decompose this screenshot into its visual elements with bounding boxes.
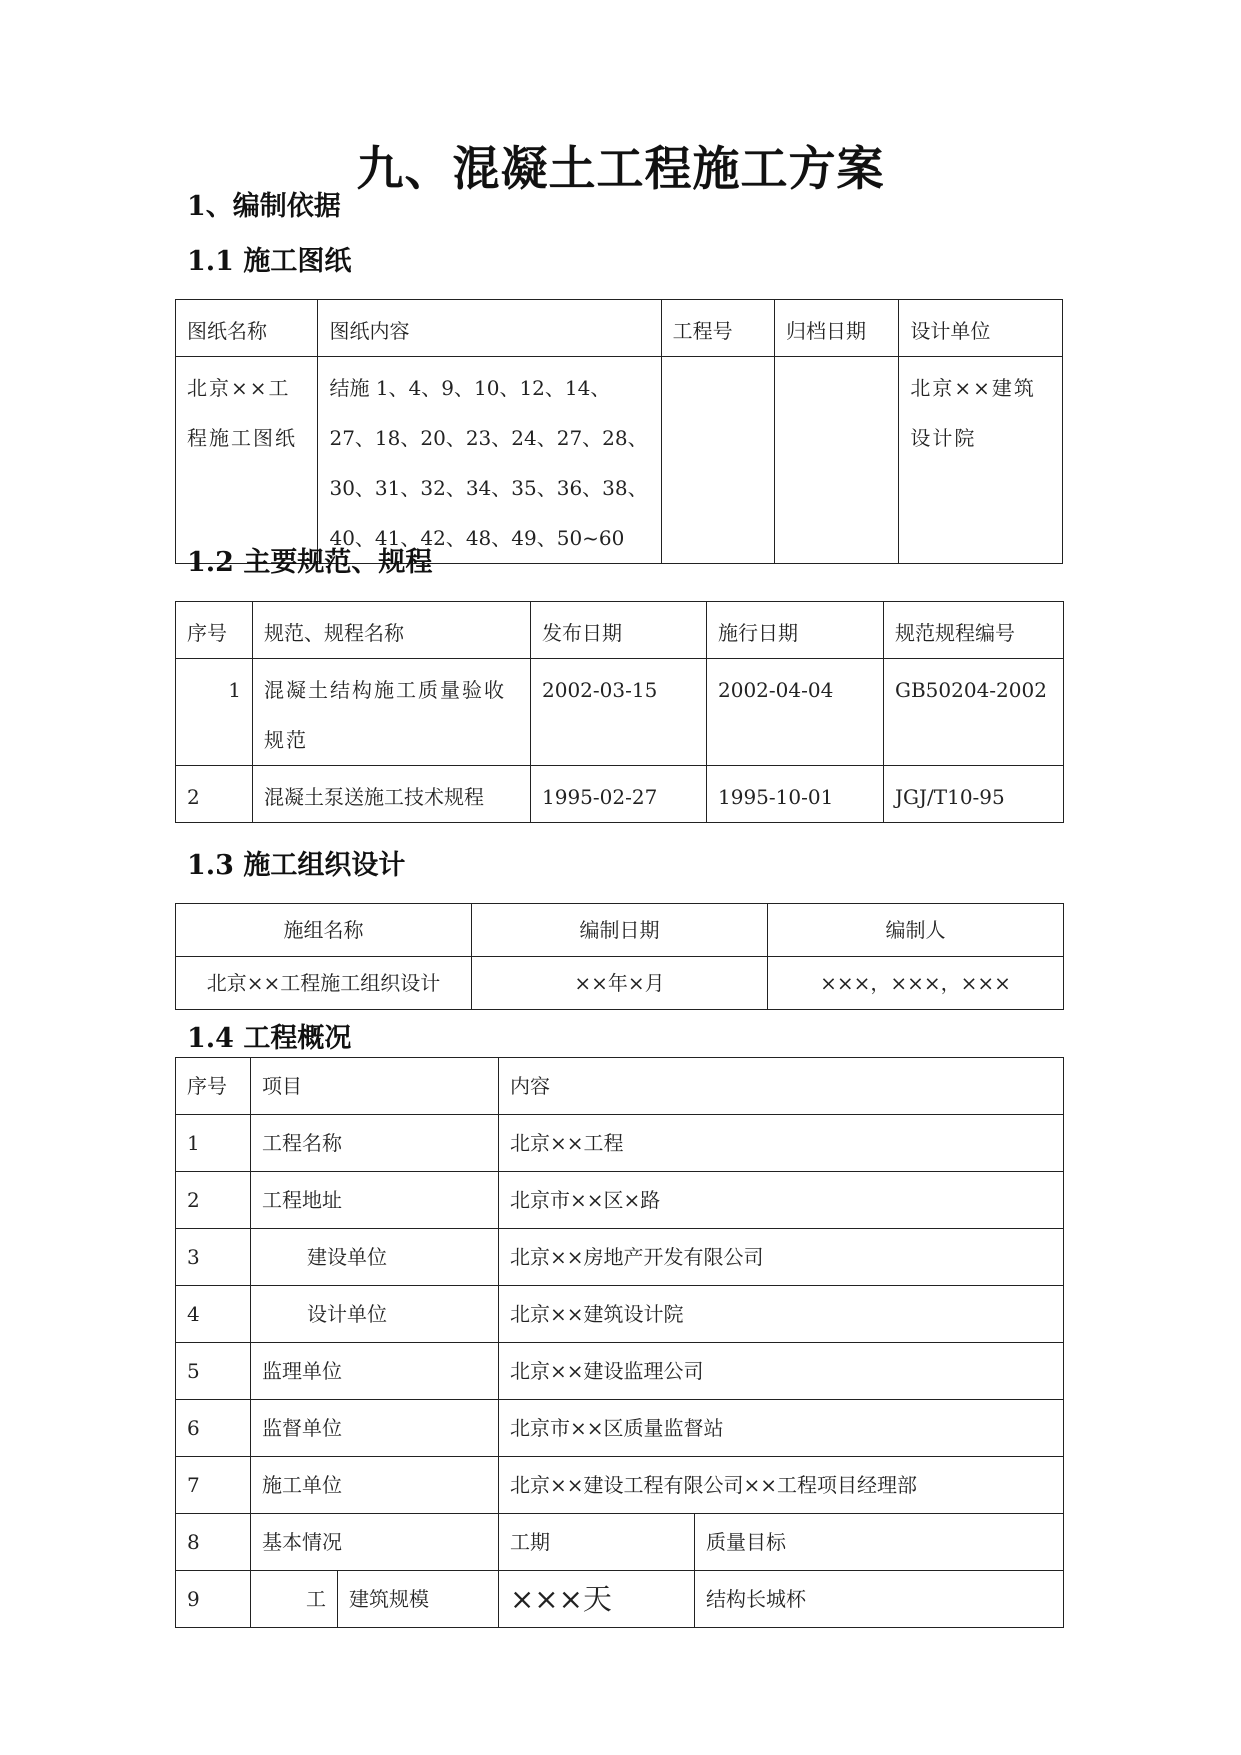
overview-item: 工程名称 — [251, 1115, 499, 1172]
header-cell: 设计单位 — [899, 300, 1063, 357]
standard-code: JGJ/T10-95 — [884, 766, 1064, 823]
heading-drawings: 1.1 施工图纸 — [187, 246, 352, 277]
overview-col4: 结构长城杯 — [695, 1571, 1064, 1628]
heading-standards: 1.2 主要规范、规程 — [187, 547, 433, 578]
row-number: 4 — [176, 1286, 251, 1343]
row-number: 8 — [176, 1514, 251, 1571]
overview-item: 施工单位 — [251, 1457, 499, 1514]
table-header-row — [176, 602, 1064, 659]
row-number: 2 — [176, 1172, 251, 1229]
table-row — [176, 1172, 1064, 1229]
overview-content: 北京××建设监理公司 — [499, 1343, 1064, 1400]
issued-date: 2002-03-15 — [531, 659, 707, 766]
table-row — [176, 1286, 1064, 1343]
table-header-row — [176, 300, 1063, 357]
row-number: 1 — [176, 659, 253, 766]
header-cell: 规范规程编号 — [884, 602, 1064, 659]
drawing-name-cell: 北京××工程施工图纸 — [176, 357, 318, 564]
header-cell: 内容 — [499, 1058, 1064, 1115]
table-header-row — [176, 1058, 1064, 1115]
standards-table — [175, 601, 1064, 823]
overview-item: 设计单位 — [251, 1286, 499, 1343]
overview-content: 北京××房地产开发有限公司 — [499, 1229, 1064, 1286]
standard-name: 混凝土结构施工质量验收规范 — [253, 659, 531, 766]
table-header-row — [176, 904, 1064, 957]
row-number: 7 — [176, 1457, 251, 1514]
archive-date-cell — [775, 357, 899, 564]
overview-content: 北京市××区×路 — [499, 1172, 1064, 1229]
header-cell: 规范、规程名称 — [253, 602, 531, 659]
overview-item: 监理单位 — [251, 1343, 499, 1400]
table-row — [176, 659, 1064, 766]
header-cell: 施行日期 — [707, 602, 884, 659]
overview-item: 建筑规模 — [338, 1571, 499, 1628]
row-number: 3 — [176, 1229, 251, 1286]
heading-org-design: 1.3 施工组织设计 — [187, 850, 406, 881]
table-row — [176, 766, 1064, 823]
header-cell: 施组名称 — [176, 904, 472, 957]
overview-item: 工程地址 — [251, 1172, 499, 1229]
page-title: 九、混凝土工程施工方案 — [356, 142, 885, 197]
table-row — [176, 957, 1064, 1010]
header-cell: 项目 — [251, 1058, 499, 1115]
row-number: 9 — [176, 1571, 251, 1628]
heading-overview: 1.4 工程概况 — [187, 1023, 352, 1054]
project-no-cell — [661, 357, 774, 564]
table-row — [176, 1457, 1064, 1514]
overview-col3: 工期 — [499, 1514, 695, 1571]
effective-date: 1995-10-01 — [707, 766, 884, 823]
section-heading-basis: 1、编制依据 — [187, 191, 341, 222]
table-row — [176, 1115, 1064, 1172]
effective-date: 2002-04-04 — [707, 659, 884, 766]
overview-item: 建设单位 — [251, 1229, 499, 1286]
overview-subcategory: 工 — [251, 1571, 338, 1628]
drawings-table — [175, 299, 1063, 564]
overview-content: 北京××建设工程有限公司××工程项目经理部 — [499, 1457, 1064, 1514]
table-row — [176, 1343, 1064, 1400]
overview-col3: ×××天 — [499, 1571, 695, 1628]
issued-date: 1995-02-27 — [531, 766, 707, 823]
org-design-author: ×××，×××，××× — [768, 957, 1064, 1010]
overview-content: 北京市××区质量监督站 — [499, 1400, 1064, 1457]
standard-name: 混凝土泵送施工技术规程 — [253, 766, 531, 823]
header-cell: 图纸名称 — [176, 300, 318, 357]
table-row — [176, 1514, 1064, 1571]
designer-cell: 北京××建筑设计院 — [899, 357, 1063, 564]
header-cell: 图纸内容 — [318, 300, 661, 357]
header-cell: 序号 — [176, 602, 253, 659]
overview-item: 基本情况 — [251, 1514, 499, 1571]
table-row — [176, 357, 1063, 564]
header-cell: 编制日期 — [472, 904, 768, 957]
row-number: 6 — [176, 1400, 251, 1457]
table-row — [176, 1400, 1064, 1457]
overview-item: 监督单位 — [251, 1400, 499, 1457]
overview-content: 北京××工程 — [499, 1115, 1064, 1172]
overview-table — [175, 1057, 1064, 1628]
table-row — [176, 1229, 1064, 1286]
overview-col4: 质量目标 — [695, 1514, 1064, 1571]
table-row — [176, 1571, 1064, 1628]
standard-code: GB50204-2002 — [884, 659, 1064, 766]
org-design-table — [175, 903, 1064, 1010]
header-cell: 工程号 — [661, 300, 774, 357]
drawing-content-cell: 结施 1、4、9、10、12、14、27、18、20、23、24、27、28、30、31、32、34、35、36、38、40、41、42、48、49、50~60 — [318, 357, 661, 564]
org-design-date: ××年×月 — [472, 957, 768, 1010]
org-design-name: 北京××工程施工组织设计 — [176, 957, 472, 1010]
row-number: 1 — [176, 1115, 251, 1172]
row-number: 5 — [176, 1343, 251, 1400]
header-cell: 归档日期 — [775, 300, 899, 357]
header-cell: 编制人 — [768, 904, 1064, 957]
header-cell: 发布日期 — [531, 602, 707, 659]
row-number: 2 — [176, 766, 253, 823]
header-cell: 序号 — [176, 1058, 251, 1115]
overview-content: 北京××建筑设计院 — [499, 1286, 1064, 1343]
